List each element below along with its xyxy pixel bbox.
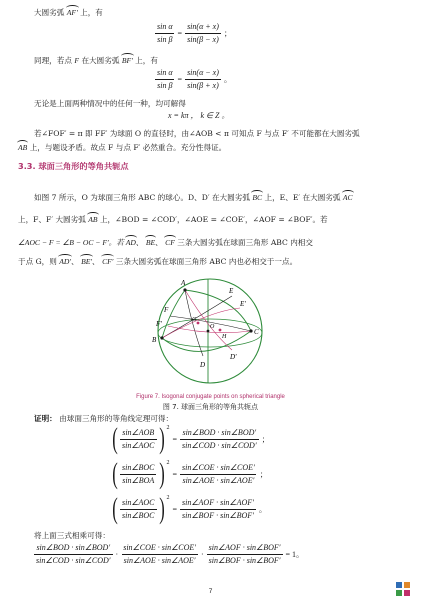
intro-line [34, 8, 103, 18]
para2-suffix: 上，有 [135, 56, 158, 65]
label-c: C [254, 328, 259, 336]
para5-line3-b: 三条大圆劣弧在球面三角形 ABC 内相交 [177, 238, 314, 247]
final-f1-num: sin∠BOD · sin∠BOD′ [36, 543, 111, 552]
label-f: F [164, 306, 169, 314]
solution: x = kπ ， k ∈ Z 。 [168, 111, 230, 120]
proof-eq3-rhs-den: sin∠BOF · sin∠BOF′ [182, 510, 254, 520]
proof-eq1-lhs [120, 428, 157, 450]
label-o: O [210, 324, 215, 330]
final-f3-num: sin∠AOF · sin∠BOF′ [208, 543, 281, 552]
label-a: A [181, 279, 186, 287]
proof-eq2-end: ； [259, 469, 268, 479]
para5-line3: ∠AOC − F = ∠B − OC − F′。若 AD、 BE、 CF 三条大圆劣弧在球面三角形 ABC 内相交 [18, 238, 314, 247]
proof-eq1-rhs-den: sin∠COD · sin∠COD′ [182, 440, 257, 450]
arc-bc-curve [162, 331, 251, 351]
eq1-lhs [155, 22, 175, 44]
label-e: E [229, 287, 234, 295]
point-c [249, 329, 252, 332]
right-paren: ) [158, 457, 165, 490]
proof-eq1-rhs [180, 428, 259, 450]
final-equation [34, 543, 307, 565]
point-g [197, 322, 200, 325]
final-f1-den: sin∠COD · sin∠COD′ [36, 555, 111, 565]
proof-eq3-lhs-num: sin∠AOC [122, 498, 155, 507]
proof-eq3-lhs [120, 498, 157, 520]
intro-prefix: 大圆劣弧 [34, 8, 65, 17]
para5-line4-b: 三条大圆劣弧在球面三角形 ABC 内也必相交于一点。 [115, 257, 298, 266]
equation-2 [155, 68, 235, 90]
para4-line1: 若∠FOF′ = π 即 FF′ 为球面 O 的直径时，由∠AOB < π 可知点 F 与点 F′ 不可能都在大圆劣弧 [34, 129, 360, 138]
label-e-prime: E' [240, 300, 246, 308]
arc-bf-prime: BF' [121, 56, 133, 65]
equation-1 [155, 22, 235, 44]
times-dot: · [200, 549, 204, 559]
point-a [183, 288, 186, 291]
para4-line2-text: 上，与题设矛盾。故点 F 与点 F′ 必然重合。充分性得证。 [29, 143, 227, 152]
proof-eq1-end: ； [261, 434, 270, 444]
proof-intro-text: 由球面三角形的等角线定理可得： [59, 414, 174, 423]
para5-line2-b: 上，∠BOD = ∠COD′，∠AOE = ∠COE′，∠AOF = ∠BOF′。若 [99, 215, 328, 224]
arc-be-prime: BE′ [81, 257, 93, 266]
para5-line2 [18, 215, 328, 225]
left-paren: ( [112, 422, 118, 455]
equals-sign: = [177, 74, 183, 84]
arc-ac: AC [342, 193, 353, 202]
multiply-text: 将上面三式相乘可得： [34, 531, 110, 540]
proof-eq1-rhs-num: sin∠BOD · sin∠BOD′ [182, 428, 257, 437]
eq1-lhs-den: sin β [157, 34, 173, 44]
square-exponent: 2 [166, 495, 170, 501]
para5-line1 [34, 193, 353, 203]
right-paren: ) [158, 422, 165, 455]
left-paren: ( [112, 457, 118, 490]
eq1-rhs-num: sin(α + x) [187, 22, 219, 31]
para5-line4: 于点 G，则 AD′、 BE′、 CF′ 三条大圆劣弧在球面三角形 ABC 内也必相交于一点。 [18, 257, 298, 266]
arc-ad-prime: AD′ [59, 257, 72, 266]
final-frac-1 [34, 543, 113, 565]
proof-eq2-rhs [180, 463, 257, 485]
proof-eq-3 [110, 494, 270, 524]
proof-eq2-rhs-num: sin∠COE · sin∠COE′ [182, 463, 255, 472]
para5-line1-a: 如图 7 所示，O 为球面三角形 ABC 的球心。D、D′ 在大圆劣弧 [34, 193, 250, 202]
proof-eq-1 [110, 424, 273, 454]
eq2-rhs-den: sin(β + x) [187, 80, 219, 90]
final-frac-2 [121, 543, 198, 565]
proof-eq3-rhs-num: sin∠AOF · sin∠AOF′ [182, 498, 254, 507]
label-h: H [222, 334, 227, 340]
equals-sign: = [172, 469, 178, 479]
label-b: B [152, 336, 157, 344]
para3-line: 无论是上面两种情况中的任何一种，均可解得 [34, 99, 186, 108]
section-number: 3.3. [18, 161, 36, 171]
eq2-lhs-den: sin β [157, 80, 173, 90]
para5-line1-b: 上，E、E′ 在大圆劣弧 [264, 193, 341, 202]
cevian-be [162, 296, 232, 338]
proof-eq-2 [110, 459, 271, 489]
publisher-logo-icon [396, 582, 410, 596]
figure-caption-en: Figure 7. Isogonal conjugate points on spherical triangle [136, 394, 285, 400]
proof-label: 证明： [34, 414, 57, 423]
proof-eq2-lhs-den: sin∠BOA [122, 475, 155, 485]
para2-line [34, 56, 158, 66]
final-frac-3 [207, 543, 283, 565]
section-title: 球面三角形的等角共轭点 [38, 161, 129, 171]
label-d-prime: D' [230, 353, 237, 361]
para2-var: F [74, 56, 80, 65]
arc-ab-2: AB [88, 215, 98, 224]
proof-eq2-rhs-den: sin∠AOE · sin∠AOE′ [182, 475, 255, 485]
arc-ac-curve [185, 290, 251, 331]
equals-sign: = [177, 28, 183, 38]
arc-ab: AB [18, 143, 28, 152]
left-paren: ( [112, 492, 118, 525]
para4-line2 [18, 143, 226, 153]
section-heading [18, 161, 129, 172]
square-exponent: 2 [166, 425, 170, 431]
eq2-rhs-num: sin(α − x) [187, 68, 219, 77]
para2-prefix: 同理，若点 [34, 56, 72, 65]
final-result: = 1。 [285, 549, 305, 559]
arc-cf-prime: CF′ [102, 257, 114, 266]
proof-eq2-lhs-num: sin∠BOC [122, 463, 155, 472]
equals-sign: = [172, 504, 178, 514]
label-d: D [200, 361, 206, 369]
arc-ad: AD [125, 238, 136, 247]
proof-eq3-end: 。 [258, 504, 267, 514]
equals-sign: = [172, 434, 178, 444]
eq2-end: 。 [223, 74, 232, 84]
eq1-lhs-num: sin α [157, 22, 173, 31]
intro-suffix: 上，有 [80, 8, 103, 17]
arc-cf: CF [165, 238, 175, 247]
eq1-end: ； [223, 28, 232, 38]
proof-eq2-lhs [120, 463, 157, 485]
eq1-rhs-den: sin(β − x) [187, 34, 219, 44]
arc-ab-curve [162, 290, 185, 338]
arc-bc: BC [252, 193, 263, 202]
point-b [160, 336, 163, 339]
proof-eq1-lhs-den: sin∠AOC [122, 440, 155, 450]
proof-eq3-rhs [180, 498, 256, 520]
eq2-lhs [155, 68, 175, 90]
label-f-prime: F' [156, 320, 162, 328]
square-exponent: 2 [166, 460, 170, 466]
eq2-rhs [185, 68, 221, 90]
spherical-triangle-figure [140, 276, 280, 386]
arc-be: BE [145, 238, 156, 247]
final-f2-den: sin∠AOE · sin∠AOE′ [123, 555, 196, 565]
para2-mid: 在大圆劣弧 [81, 56, 120, 65]
page-number: 7 [208, 588, 213, 595]
para5-line4-a: 于点 G，则 [18, 257, 57, 266]
figure-caption-cn: 图 7. 球面三角形的等角共轭点 [162, 403, 259, 411]
para5-line2-a: 上，F、F′ 大圆劣弧 [18, 215, 86, 224]
final-f3-den: sin∠BOF · sin∠BOF′ [208, 555, 281, 565]
final-f2-num: sin∠COE · sin∠COE′ [123, 543, 196, 552]
proof-eq3-lhs-den: sin∠BOC [122, 510, 155, 520]
proof-eq1-lhs-num: sin∠AOB [122, 428, 155, 437]
point-o [207, 330, 210, 333]
right-paren: ) [158, 492, 165, 525]
point-h [219, 329, 222, 332]
eq2-lhs-num: sin α [157, 68, 173, 77]
eq1-rhs [185, 22, 221, 44]
para5-line3-prefix: ∠AOC − F = ∠B − OC − F′。若 [18, 238, 126, 247]
arc-af-prime: AF' [66, 8, 78, 17]
times-dot: · [115, 549, 119, 559]
label-g: G [192, 317, 197, 323]
proof-intro [34, 414, 173, 424]
